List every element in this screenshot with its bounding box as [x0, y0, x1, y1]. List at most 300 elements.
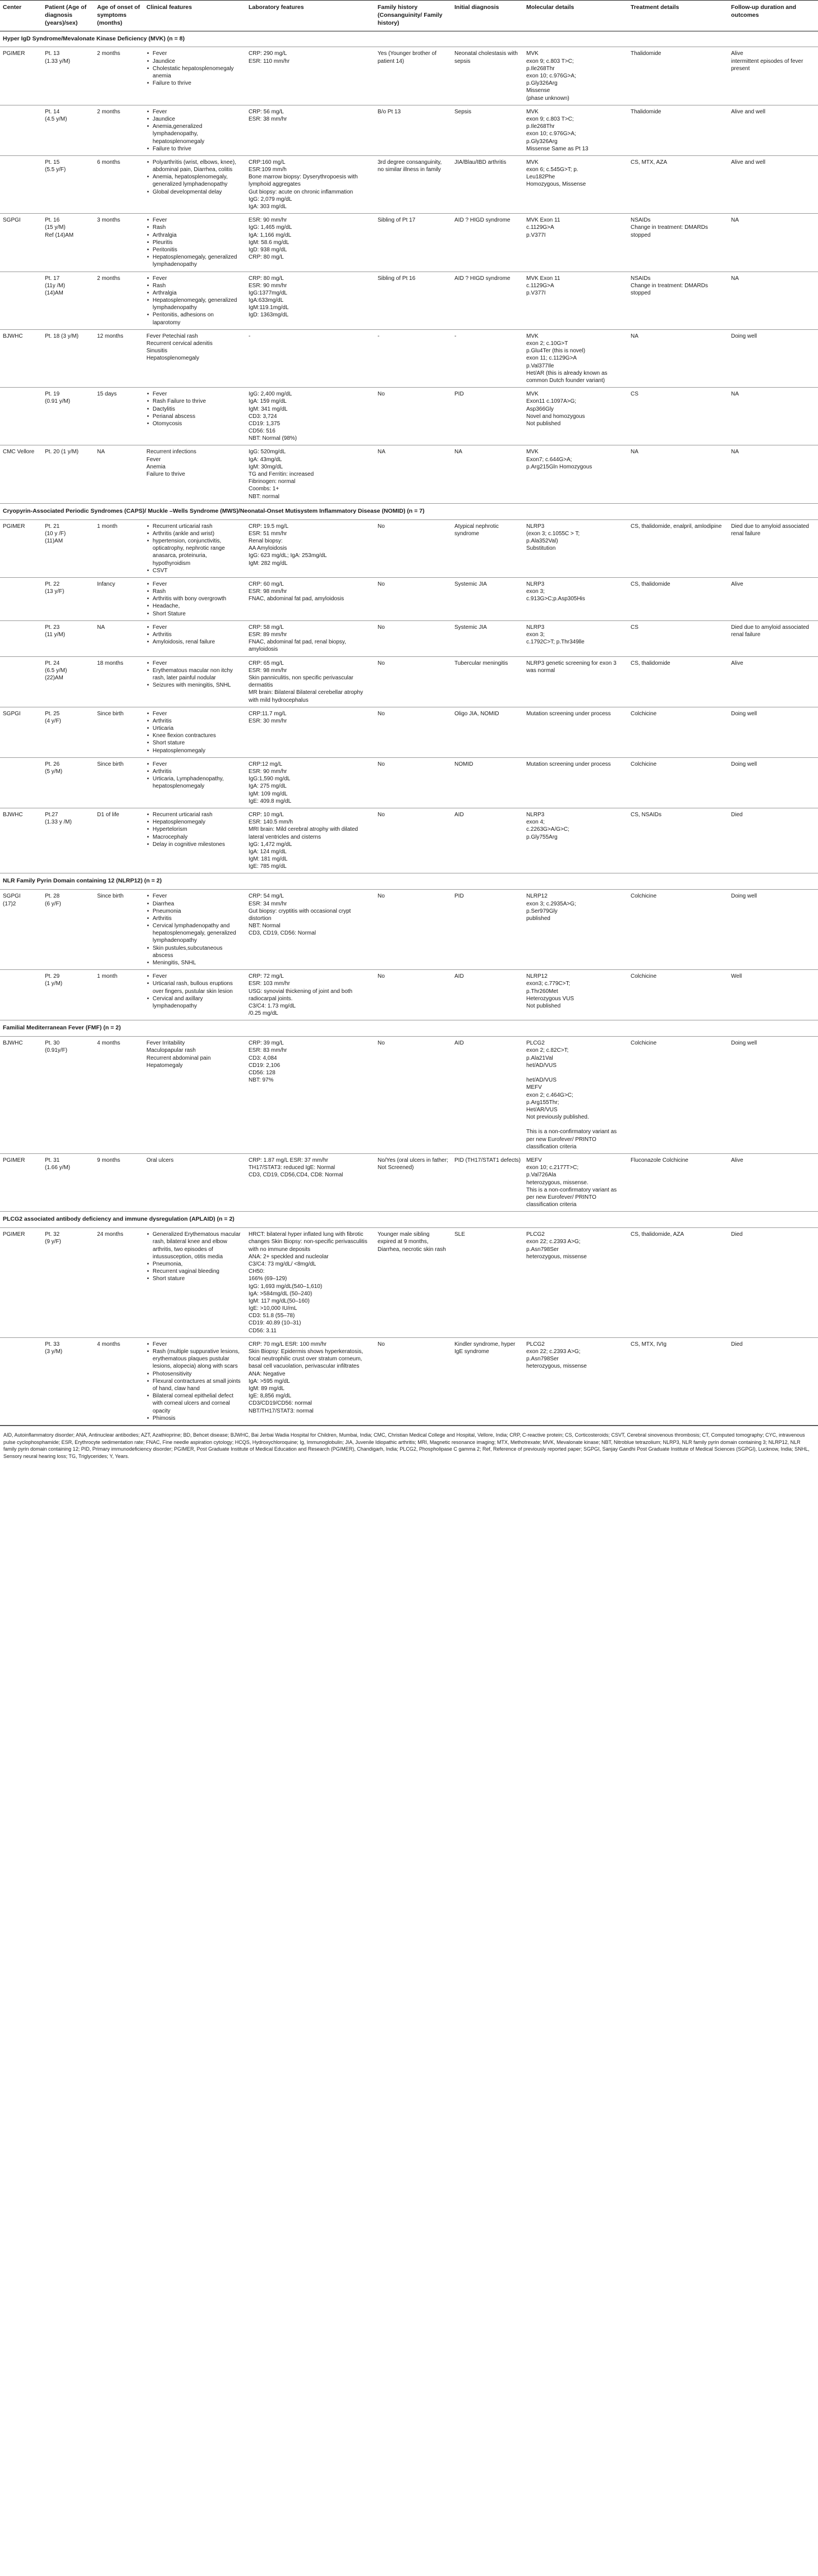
cell-line: 6 months: [97, 159, 121, 165]
clinical-feature: • Fever: [153, 710, 243, 717]
clinical-feature: • Fever: [153, 761, 243, 768]
section-header-row: [0, 1212, 818, 1228]
treatment-cell: [628, 445, 728, 503]
initial-diagnosis-cell: [452, 1337, 523, 1425]
clinical-feature: • Generalized Erythematous macular rash, bilateral knee and elbow arthritis, two episodes of intussusception, otitis media: [153, 1231, 243, 1261]
cell-line: No: [378, 973, 385, 980]
cell-line: Gut biopsy: acute on chronic inflammation: [249, 188, 353, 195]
cell-line: p.Glu4Ter (this is novel): [526, 348, 586, 355]
cell-line: Het/AR/VUS: [526, 1106, 558, 1113]
cell-line: CRP: 10 mg/L: [249, 811, 284, 818]
clinical-feature: • Meningitis, SNHL: [153, 959, 243, 967]
clinical-cell: [144, 890, 246, 970]
cell-line: CRP: 70 mg/L ESR: 100 mm/hr: [249, 1341, 327, 1347]
table-row: [0, 757, 818, 808]
cell-line: MVK Exon 11: [526, 217, 560, 224]
initial-diagnosis-cell: [452, 707, 523, 757]
clinical-feature: • Fever: [153, 624, 243, 631]
patient-cell: [42, 577, 94, 620]
cell-line: IgA: 275 mg/dL: [249, 783, 287, 790]
clinical-feature: • Peritonitis: [153, 246, 243, 254]
cell-line: Colchicine: [631, 761, 657, 767]
cell-line: NA: [731, 275, 739, 282]
clinical-feature: • Pneumonia: [153, 908, 243, 915]
cell-line: MRI brain: Mild cerebral atrophy with dilated lateral ventricles and cisterns: [249, 826, 359, 840]
initial-diagnosis-cell: [452, 47, 523, 105]
cell-line: NA: [97, 624, 105, 631]
cell-line: exon 6; c.545G>T; p.: [526, 167, 578, 173]
cell-line: NA: [631, 449, 638, 456]
clinical-feature: • Fever: [153, 390, 243, 398]
clinical-feature-list: [146, 1231, 243, 1282]
cell-line: IgG: 1,465 mg/dL: [249, 224, 292, 231]
cell-line: exon 3;: [526, 632, 545, 638]
cell-line: Pt. 17: [45, 275, 60, 282]
center-cell: [0, 970, 42, 1020]
table-row: [0, 155, 818, 213]
cell-line: ESR: 98 mm/hr: [249, 667, 287, 674]
cell-line: Sepsis: [454, 108, 472, 115]
table-row: [0, 970, 818, 1020]
clinical-cell: [144, 214, 246, 272]
cell-line: IgA: 43mg/dL: [249, 456, 282, 463]
cell-line: IgM:119.1mg/dL: [249, 305, 289, 311]
clinical-cell: [144, 808, 246, 873]
initial-diagnosis-cell: [452, 1228, 523, 1338]
cell-line: c.1792C>T; p.Thr349lle: [526, 639, 585, 646]
molecular-cell: [523, 388, 628, 445]
cell-line: Missense: [526, 88, 550, 94]
cell-line: Alive and well: [731, 159, 766, 165]
cell-line: IgM: 117 mg/dL(50–160): [249, 1298, 310, 1304]
cell-line: Not previously published.: [526, 1114, 589, 1121]
patient-cell: [42, 1228, 94, 1338]
cell-line: CD3/CD19/CD56: normal: [249, 1400, 312, 1407]
patient-cell: [42, 707, 94, 757]
clinical-feature: • Fever: [153, 1341, 243, 1348]
cell-line: Colchicine: [631, 710, 657, 717]
lab-cell: [246, 890, 375, 970]
clinical-feature: • Photosensitivity: [153, 1370, 243, 1378]
cell-line: PID: [454, 391, 464, 398]
family-history-cell: [375, 388, 452, 445]
family-history-cell: [375, 577, 452, 620]
table-row: [0, 707, 818, 757]
clinical-feature: • Bilateral corneal epithelial defect with corneal ulcers and corneal opacity: [153, 1392, 243, 1415]
cell-line: Younger male sibling expired at 9 months, Diarrhea, necrotic skin rash: [378, 1231, 446, 1253]
onset-cell: [94, 577, 144, 620]
family-history-cell: [375, 890, 452, 970]
clinical-feature-list: [146, 710, 243, 755]
treatment-cell: [628, 757, 728, 808]
cell-line: het/AD/VUS: [526, 1062, 557, 1069]
clinical-feature: • Fever: [153, 217, 243, 224]
cell-line: CD3: 3,724: [249, 413, 277, 420]
clinical-feature-list: [146, 217, 243, 268]
clinical-feature: • Skin pustules,subcutaneous abscess: [153, 945, 243, 959]
clinical-feature-list: [146, 108, 243, 153]
treatment-cell: [628, 1037, 728, 1154]
cell-line: Pt. 21: [45, 523, 60, 530]
cell-line: Homozygous, Missense: [526, 181, 586, 188]
cell-line: exon 2; c.10G>T: [526, 341, 568, 347]
cell-line: exon 10; c.976G>A;: [526, 73, 576, 79]
clinical-feature: • Peritonitis, adhesions on laparotomy: [153, 311, 243, 326]
clinical-feature: • Rash: [153, 224, 243, 231]
cell-line: NA: [731, 217, 739, 224]
cell-line: NA: [378, 449, 385, 456]
cell-line: Thalidomide: [631, 50, 661, 57]
initial-diagnosis-cell: [452, 808, 523, 873]
initial-diagnosis-cell: [452, 970, 523, 1020]
cell-line: Colchicine: [631, 973, 657, 980]
center-name: BJWHC: [3, 811, 23, 818]
cell-line: CRP: 1.87 mg/L ESR: 37 mm/hr: [249, 1157, 328, 1164]
cell-line: Recurrent abdominal pain: [146, 1055, 211, 1061]
cell-line: Alive: [731, 660, 743, 666]
clinical-feature-list: [146, 159, 243, 196]
cell-line: Colchicine: [631, 1040, 657, 1047]
cell-line: (22)AM: [45, 674, 63, 681]
cell-line: 1 month: [97, 973, 118, 980]
cell-line: Fluconazole Colchicine: [631, 1157, 688, 1164]
cell-line: CRP: 54 mg/L: [249, 893, 284, 900]
cell-line: IgG:1377mg/dL: [249, 289, 287, 296]
treatment-cell: [628, 620, 728, 656]
cell-line: AID: [454, 973, 464, 980]
clinical-feature: • Rash Failure to thrive: [153, 398, 243, 405]
center-cell: [0, 707, 42, 757]
table-row: [0, 1228, 818, 1338]
cell-line: ESR: 83 mm/hr: [249, 1047, 287, 1054]
center-ref: (17)2: [3, 900, 16, 907]
cell-line: Died: [731, 811, 743, 818]
cell-line: (1.33 y/M): [45, 58, 71, 65]
clinical-cell: [144, 329, 246, 387]
cell-line: [526, 1069, 625, 1077]
cell-line: p.Arg155Thr;: [526, 1099, 559, 1106]
molecular-cell: [523, 272, 628, 329]
cell-line: Pt. 29: [45, 973, 60, 980]
cell-line: NSAIDs: [631, 217, 651, 224]
cell-line: Asp366Gly: [526, 406, 554, 412]
cell-line: Renal biopsy:: [249, 537, 283, 544]
center-name: BJWHC: [3, 1040, 23, 1047]
cell-line: C3/C4: 73 mg/dL/ <8mg/dL: [249, 1261, 316, 1267]
clinical-cell: [144, 105, 246, 155]
table-row: [0, 1337, 818, 1425]
clinical-feature: • Rash: [153, 588, 243, 595]
clinical-feature: • Fever: [153, 893, 243, 900]
treatment-cell: [628, 890, 728, 970]
family-history-cell: [375, 47, 452, 105]
onset-cell: [94, 445, 144, 503]
cell-line: (5 y/M): [45, 769, 63, 775]
lab-cell: [246, 1154, 375, 1212]
cell-line: IgE: 8,856 mg/dL: [249, 1393, 292, 1400]
cell-line: c.1129G>A: [526, 282, 554, 289]
lab-cell: [246, 808, 375, 873]
patient-cell: [42, 519, 94, 577]
clinical-feature: • Cervical lymphadenopathy and hepatosplenomegaly, generalized lymphadenopathy: [153, 922, 243, 945]
clinical-feature: • Hepatosplenomegaly, generalized lymphadenopathy: [153, 254, 243, 268]
cell-line: (exon 3; c.1055C > T;: [526, 530, 580, 537]
cell-line: MVK: [526, 449, 539, 456]
cell-line: Heterozygous VUS: [526, 995, 575, 1002]
cell-line: MEFV: [526, 1157, 542, 1164]
outcome-cell: [728, 47, 818, 105]
cell-line: CS, thalidomide, AZA: [631, 1231, 684, 1238]
treatment-cell: [628, 105, 728, 155]
cell-line: (10 y /F): [45, 530, 66, 537]
outcome-cell: [728, 272, 818, 329]
clinical-feature: • Dactylitis: [153, 406, 243, 413]
cell-line: C3/C4: 1.73 mg/dL: [249, 1002, 296, 1009]
cell-line: CRP: 65 mg/L: [249, 660, 284, 666]
center-cell: [0, 620, 42, 656]
outcome-cell: [728, 214, 818, 272]
clinical-cell: [144, 388, 246, 445]
cell-line: No/Yes (oral ulcers in father; Not Screened): [378, 1157, 448, 1171]
cell-line: NBT: Normal (98%): [249, 435, 297, 442]
clinical-feature-list: [146, 523, 243, 574]
clinical-feature: • Arthritis: [153, 768, 243, 775]
center-name: PGIMER: [3, 1231, 25, 1238]
initial-diagnosis-cell: [452, 155, 523, 213]
outcome-cell: [728, 1228, 818, 1338]
cell-line: p.Ala21Val: [526, 1055, 553, 1061]
cell-line: Doing well: [731, 761, 757, 767]
cell-line: B/o Pt 13: [378, 108, 401, 115]
clinical-feature-list: [146, 50, 243, 87]
cell-line: CS, MTX, IVIg: [631, 1341, 667, 1347]
onset-cell: [94, 970, 144, 1020]
outcome-cell: [728, 620, 818, 656]
molecular-cell: [523, 155, 628, 213]
family-history-cell: [375, 519, 452, 577]
family-history-cell: [375, 329, 452, 387]
cell-line: IgG: 1,472 mg/dL: [249, 841, 292, 848]
cell-line: ESR: 98 mm/hr: [249, 588, 287, 595]
cell-line: IgG: 623 mg/dL; IgA: 253mg/dL: [249, 553, 327, 559]
cell-line: published: [526, 915, 550, 922]
clinical-feature: • Fever: [153, 973, 243, 980]
column-header: Laboratory features: [246, 1, 375, 31]
cell-line: Not published: [526, 1002, 561, 1009]
family-history-cell: [375, 272, 452, 329]
cell-line: Pt. 23: [45, 624, 60, 631]
cell-line: Mutation screening under process: [526, 710, 611, 717]
cell-line: ESR: 90 mm/hr: [249, 217, 287, 224]
cell-line: [526, 1121, 625, 1128]
center-cell: [0, 445, 42, 503]
cell-line: NLRP3: [526, 811, 545, 818]
center-cell: [0, 1337, 42, 1425]
center-cell: [0, 272, 42, 329]
cell-line: CRP: 80 mg/L: [249, 275, 284, 282]
cell-line: NLRP12: [526, 893, 548, 900]
cell-line: (0.91y/F): [45, 1047, 68, 1054]
cell-line: NBT: normal: [249, 493, 280, 500]
patient-cell: [42, 808, 94, 873]
lab-cell: [246, 47, 375, 105]
cell-line: CS, thalidomide, enalpril, amlodipine: [631, 523, 722, 530]
cell-line: ESR: 110 mm/hr: [249, 58, 290, 65]
cell-line: 18 months: [97, 660, 123, 666]
molecular-cell: [523, 1037, 628, 1154]
cell-line: Recurrent infections: [146, 449, 196, 456]
cell-line: CRP: 60 mg/L: [249, 581, 284, 587]
cell-line: p.Ala352Val): [526, 537, 558, 544]
cell-line: NLRP3 genetic screening for exon 3 was normal: [526, 660, 617, 674]
clinical-feature: • Hepatosplenomegaly: [153, 818, 243, 826]
cell-line: 12 months: [97, 333, 123, 339]
cell-line: exon 22; c.2393 A>G;: [526, 1349, 581, 1355]
family-history-cell: [375, 1154, 452, 1212]
cell-line: p.Asn798Ser: [526, 1356, 559, 1363]
cell-line: IgM: 89 mg/dL: [249, 1385, 284, 1392]
treatment-cell: [628, 329, 728, 387]
cell-line: AID ? HIGD syndrome: [454, 217, 511, 224]
cell-line: Bone marrow biopsy: Dyserythropoesis with lymphoid aggregates: [249, 174, 358, 188]
clinical-feature-list: [146, 660, 243, 689]
cell-line: PID (TH17/STAT1 defects): [454, 1157, 521, 1164]
cell-line: PLCG2: [526, 1231, 545, 1238]
table-row: [0, 388, 818, 445]
outcome-cell: [728, 808, 818, 873]
cell-line: NBT/TH17/STAT3: normal: [249, 1407, 314, 1414]
cell-line: CRP: 72 mg/L: [249, 973, 284, 980]
cell-line: het/AD/VUS: [526, 1077, 557, 1084]
cell-line: Hepatosplenomegaly: [146, 355, 199, 362]
clinical-feature: • Pleuritis: [153, 239, 243, 246]
clinical-feature: • Urticarial rash, bullous eruptions over fingers, pustular skin lesion: [153, 980, 243, 995]
clinical-feature: • Hepatosplenomegaly, generalized lymphadenopathy: [153, 297, 243, 311]
lab-cell: [246, 707, 375, 757]
cell-line: exon 10; c.2177T>C;: [526, 1165, 579, 1171]
cell-line: 15 days: [97, 391, 117, 398]
cell-line: Died due to amyloid associated renal failure: [731, 523, 809, 537]
cell-line: 3 months: [97, 217, 121, 224]
cell-line: CS, thalidomide: [631, 660, 670, 666]
table-header-row: [0, 1, 818, 31]
lab-cell: [246, 155, 375, 213]
clinical-feature: • Short stature: [153, 739, 243, 747]
cell-line: CRP: 39 mg/L: [249, 1040, 284, 1047]
cell-line: Hepatomegaly: [146, 1062, 183, 1069]
initial-diagnosis-cell: [452, 1037, 523, 1154]
onset-cell: [94, 1228, 144, 1338]
cell-line: 1 month: [97, 523, 118, 530]
cell-line: p.Gly755Arg: [526, 834, 558, 840]
clinical-feature: • Fever: [153, 108, 243, 116]
column-header: Patient (Age of diagnosis (years)/sex): [42, 1, 94, 31]
clinical-feature: • Failure to thrive: [153, 145, 243, 153]
cell-line: exon 10; c.976G>A;: [526, 131, 576, 137]
cell-line: ESR: 30 mm/hr: [249, 717, 287, 724]
cell-line: Died: [731, 1341, 743, 1347]
cell-line: Mutation screening under process: [526, 761, 611, 767]
cell-line: p.Asn798Ser: [526, 1246, 559, 1253]
cell-line: Alive: [731, 581, 743, 587]
cell-line: Pt. 32: [45, 1231, 60, 1238]
cell-line: Died due to amyloid associated renal failure: [731, 624, 809, 638]
cell-line: Skin Biopsy: Epidermis shows hyperkeratosis, focal neutrophilic crust over stratum corneum, basal cell vacuolation, perivascular infiltrates: [249, 1349, 363, 1370]
clinical-feature: • Amyloidosis, renal failure: [153, 638, 243, 646]
cell-line: heterozygous, missense: [526, 1253, 587, 1260]
clinical-feature: • Phimosis: [153, 1415, 243, 1422]
family-history-cell: [375, 620, 452, 656]
cell-line: CD3, CD19, CD56: Normal: [249, 930, 316, 937]
cell-line: Maculopapular rash: [146, 1047, 196, 1054]
initial-diagnosis-cell: [452, 620, 523, 656]
cell-line: Pt. 33: [45, 1341, 60, 1347]
patient-cell: [42, 445, 94, 503]
patient-cell: [42, 388, 94, 445]
cell-line: CS: [631, 624, 638, 631]
cell-line: (11y /M): [45, 282, 65, 289]
outcome-cell: [728, 656, 818, 707]
clinical-cell: [144, 272, 246, 329]
treatment-cell: [628, 808, 728, 873]
column-header: Treatment details: [628, 1, 728, 31]
lab-cell: [246, 329, 375, 387]
cell-line: IgD: 938 mg/dL: [249, 246, 287, 253]
cell-line: intermittent episodes of fever present: [731, 58, 803, 72]
cell-line: Novel and homozygous: [526, 413, 585, 420]
cell-line: p.Ser979Gly: [526, 908, 558, 914]
clinical-feature: • hypertension, conjunctivitis, opticatrophy, nephrotic range anasarca, proteinuria, hypothyroidism: [153, 537, 243, 567]
center-name: SGPGI: [3, 217, 21, 224]
cell-line: Alive: [731, 50, 743, 57]
family-history-cell: [375, 1337, 452, 1425]
center-name: SGPGI: [3, 893, 21, 900]
cell-line: Pt. 30: [45, 1040, 60, 1047]
cell-line: PID: [454, 893, 464, 900]
molecular-cell: [523, 808, 628, 873]
cell-line: NLRP3: [526, 624, 545, 631]
clinical-feature: • Arthralgia: [153, 289, 243, 297]
cell-line: Kindler syndrome, hyper IgE syndrome: [454, 1341, 516, 1355]
clinical-feature-list: [146, 893, 243, 967]
patient-cell: [42, 329, 94, 387]
cell-line: (4 y/F): [45, 717, 61, 724]
cell-line: Thalidomide: [631, 108, 661, 115]
clinical-feature: • Anemia,generalized lymphadenopathy, hepatosplenomegaly: [153, 123, 243, 145]
treatment-cell: [628, 1337, 728, 1425]
cell-line: MVK: [526, 391, 539, 398]
lab-cell: [246, 757, 375, 808]
clinical-feature: • Arthritis: [153, 915, 243, 922]
cell-line: Doing well: [731, 1040, 757, 1047]
lab-cell: [246, 1037, 375, 1154]
cell-line: IgA: >595 mg/dL: [249, 1378, 290, 1384]
family-history-cell: [375, 1037, 452, 1154]
cell-line: No: [378, 893, 385, 900]
cell-line: exon 9; c.803 T>C;: [526, 116, 574, 122]
family-history-cell: [375, 155, 452, 213]
family-history-cell: [375, 707, 452, 757]
outcome-cell: [728, 445, 818, 503]
cell-line: MR brain: Bilateral Bilateral cerebellar atrophy with mild hydrocephalus: [249, 689, 363, 703]
cell-line: heterozygous, missense.: [526, 1179, 589, 1186]
column-header: Center: [0, 1, 42, 31]
cell-line: CD3: 4,084: [249, 1055, 277, 1061]
cell-line: NA: [97, 449, 105, 456]
lab-cell: [246, 620, 375, 656]
cell-line: Pt. 26: [45, 761, 60, 767]
clinical-feature: • Diarrhea: [153, 900, 243, 908]
